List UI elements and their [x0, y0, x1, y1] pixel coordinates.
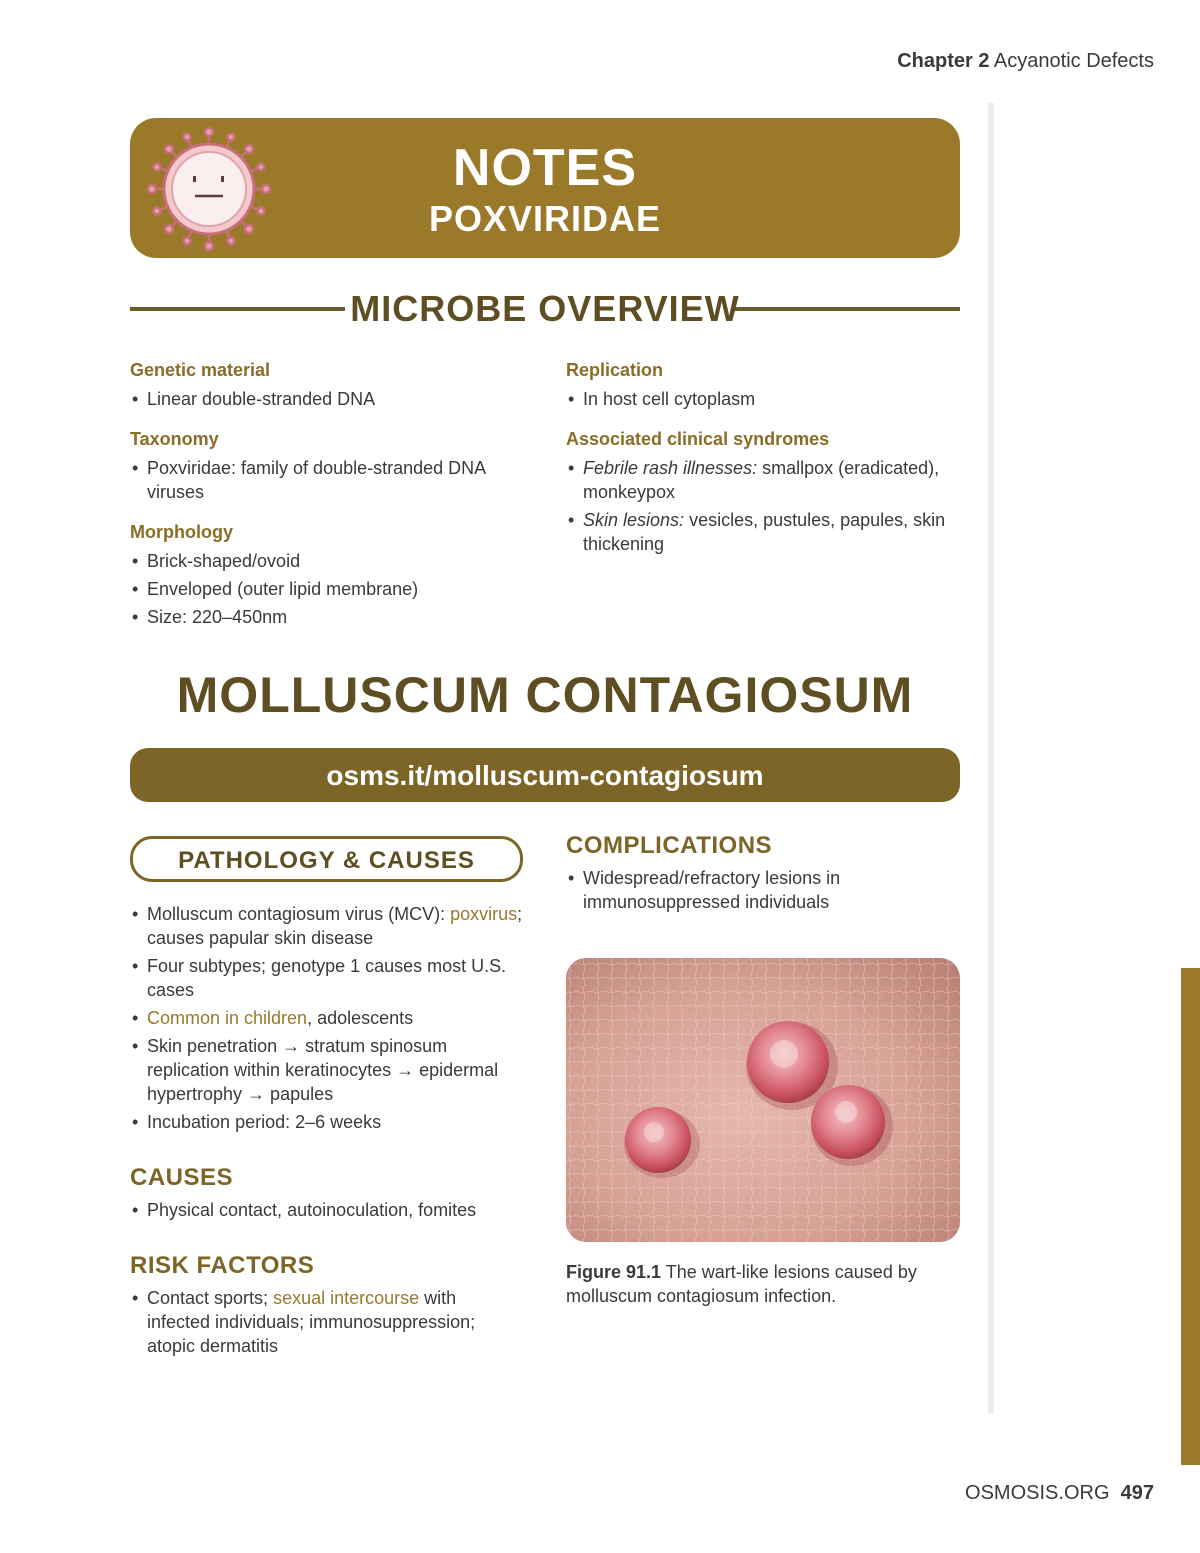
skin-lesions-image	[566, 958, 960, 1242]
chapter-label: Chapter 2	[897, 50, 990, 72]
replication-heading: Replication	[566, 360, 664, 380]
list-item	[566, 508, 960, 556]
figure-caption	[566, 1260, 960, 1308]
syndrome-text: vesicles, pustules, papules, skin thickening	[583, 510, 946, 554]
list-item: • Enveloped (outer lipid membrane)	[130, 577, 530, 601]
complications-heading: COMPLICATIONS	[566, 832, 773, 859]
children-link[interactable]: Common in children	[147, 1008, 308, 1028]
list-item: • Skin penetration → stratum spinosum replication within keratinocytes → epidermal hypertrophy → papules	[130, 1034, 523, 1106]
syndrome-term: Skin lesions:	[583, 510, 685, 530]
notes-banner	[130, 118, 960, 258]
list-item: • Brick-shaped/ovoid	[130, 549, 530, 573]
topic-title: MOLLUSCUM CONTAGIOSUM	[176, 667, 914, 723]
notes-subtitle: POXVIRIDAE	[428, 198, 662, 239]
site-name: OSMOSIS.ORG	[965, 1482, 1110, 1504]
item-text: with infected individuals; immunosuppression; atopic dermatitis	[147, 1288, 476, 1356]
molluscum-lesions-photo	[566, 958, 960, 1242]
overview-left-column	[130, 360, 530, 633]
clinical-syndromes-heading: Associated clinical syndromes	[566, 429, 830, 449]
list-item: • Poxviridae: family of double-stranded DNA viruses	[130, 456, 530, 504]
figure-caption-text: The wart-like lesions caused by molluscum contagiosum infection.	[566, 1262, 917, 1306]
list-item: • Size: 220–450nm	[130, 605, 530, 629]
genetic-material-heading: Genetic material	[130, 360, 271, 380]
chapter-tab	[1181, 968, 1200, 1465]
item-text: , adolescents	[307, 1008, 414, 1028]
list-item	[130, 1286, 523, 1358]
list-item: • Incubation period: 2–6 weeks	[130, 1110, 523, 1134]
causes-heading: CAUSES	[130, 1164, 234, 1191]
complications-column	[566, 832, 960, 918]
list-item	[566, 456, 960, 504]
syndrome-term: Febrile rash illnesses:	[583, 458, 758, 478]
figure-label: Figure 91.1	[566, 1262, 662, 1282]
taxonomy-heading: Taxonomy	[130, 429, 219, 449]
poxvirus-link[interactable]: poxvirus	[450, 904, 518, 924]
pathology-column	[130, 902, 523, 1362]
list-item	[130, 902, 523, 950]
list-item: • Four subtypes; genotype 1 causes most U.S. cases	[130, 954, 523, 1002]
list-item: • In host cell cytoplasm	[566, 387, 960, 411]
chapter-title: Acyanotic Defects	[993, 50, 1154, 72]
item-text: ; causes papular skin disease	[147, 904, 523, 948]
list-item: • Widespread/refractory lesions in immunosuppressed individuals	[566, 866, 960, 914]
item-text: Contact sports;	[147, 1288, 274, 1308]
notes-title: NOTES	[452, 139, 638, 197]
overview-right-column	[566, 360, 960, 560]
list-item: • Linear double-stranded DNA	[130, 387, 530, 411]
sexual-intercourse-link[interactable]: sexual intercourse	[273, 1288, 420, 1308]
chapter-header	[897, 50, 1154, 73]
risk-factors-heading: RISK FACTORS	[130, 1252, 315, 1279]
item-text: Molluscum contagiosum virus (MCV):	[147, 904, 451, 924]
list-item	[130, 1006, 523, 1030]
microbe-overview-title: MICROBE OVERVIEW	[350, 288, 740, 329]
page-footer	[965, 1482, 1154, 1505]
pathology-heading: PATHOLOGY & CAUSES	[178, 847, 475, 874]
side-divider	[988, 103, 994, 1413]
topic-url-link[interactable]: osms.it/molluscum-contagiosum	[326, 760, 764, 791]
topic-url-bar[interactable]	[130, 748, 960, 802]
morphology-heading: Morphology	[130, 522, 233, 542]
list-item: • Physical contact, autoinoculation, fomites	[130, 1198, 523, 1222]
microbe-overview-heading	[130, 288, 960, 332]
page-number: 497	[1120, 1482, 1154, 1504]
pathology-heading-box	[130, 836, 523, 882]
syndrome-text: smallpox (eradicated), monkeypox	[583, 458, 940, 502]
